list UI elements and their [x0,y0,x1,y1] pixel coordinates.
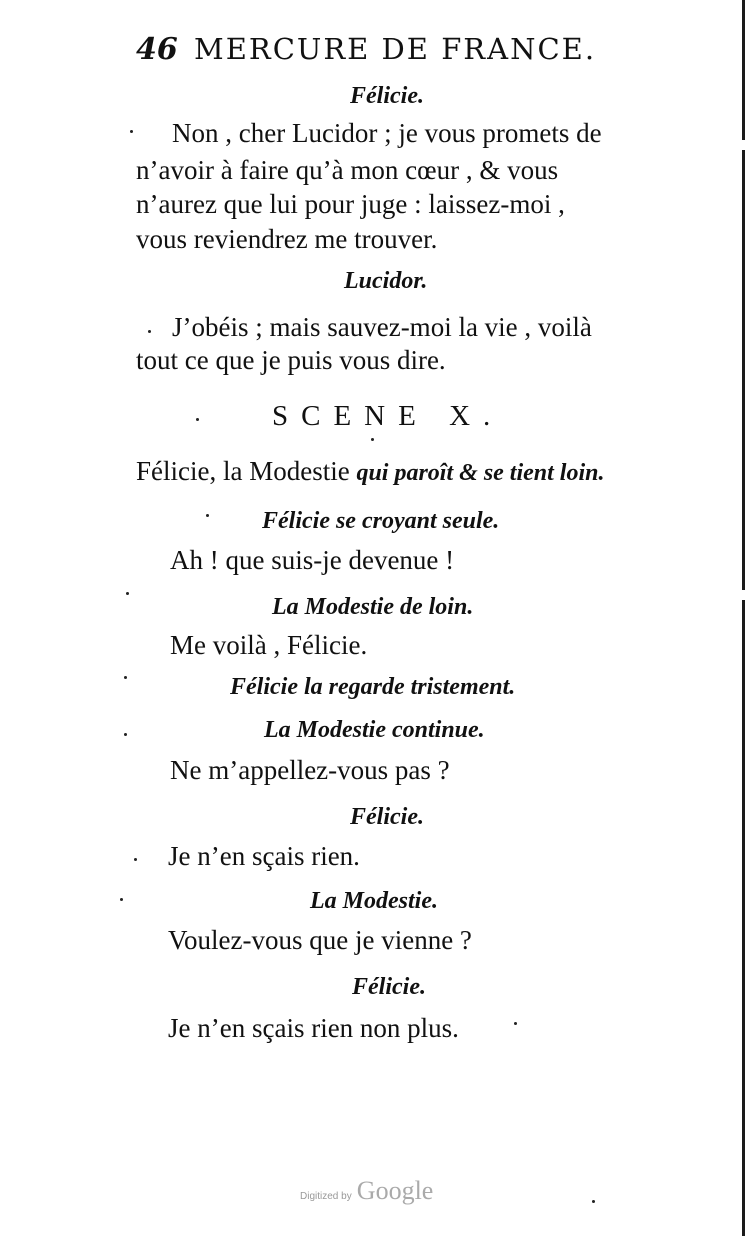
ink-speck [126,592,129,595]
text-line: tout ce que je puis vous dire. [136,345,446,375]
speaker-label: Félicie. [352,974,426,1000]
ink-speck [124,733,127,736]
watermark-brand: Google [356,1176,434,1205]
running-title: MERCURE DE FRANCE. [194,32,597,66]
speaker-label: La Modestie de loin. [272,594,474,620]
ink-speck [134,858,137,861]
speaker-label: Félicie se croyant seule. [262,508,500,534]
watermark-prefix: Digitized by [300,1191,352,1202]
text-line: Je n’en sçais rien non plus. [168,1013,459,1043]
scene-heading: SCENE X. [272,400,504,432]
speaker-label: La Modestie. [310,888,438,914]
text-line: Voulez-vous que je vienne ? [168,925,472,955]
digitization-watermark [300,1176,433,1206]
text-line: J’obéis ; mais sauvez-moi la vie , voilà [172,312,592,342]
ink-speck [592,1200,595,1203]
cast-line [136,456,605,487]
page-edge-line [742,150,745,590]
text-line: Non , cher Lucidor ; je vous promets de [172,118,602,148]
speaker-label: Félicie. [350,804,424,830]
ink-speck [206,514,209,517]
cast-names: Félicie, la Modestie [136,456,350,486]
text-line: n’aurez que lui pour juge : laissez-moi , [136,189,565,219]
running-header [136,30,616,70]
text-line: n’avoir à faire qu’à mon cœur , & vous [136,155,559,185]
ink-speck [148,330,151,333]
cast-direction: qui paroît & se tient loin. [356,460,605,486]
speaker-label: La Modestie continue. [264,717,485,743]
text-line: Ah ! que suis-je devenue ! [170,545,455,575]
ink-speck [120,898,123,901]
ink-speck [196,418,199,421]
page-edge-line [742,600,745,1236]
ink-speck [371,438,374,441]
text-line: Me voilà , Félicie. [170,630,368,660]
page-edge-line [742,0,745,140]
ink-speck [124,676,127,679]
ink-speck [514,1022,517,1025]
speaker-label: Félicie. [350,83,424,109]
text-line: Je n’en sçais rien. [168,841,360,871]
page-number: 46 [136,32,178,67]
ink-speck [130,130,133,133]
text-line: Ne m’appellez-vous pas ? [170,755,450,785]
text-line: vous reviendrez me trouver. [136,224,438,254]
speaker-label: Lucidor. [344,268,428,294]
stage-direction: Félicie la regarde tristement. [230,674,516,700]
